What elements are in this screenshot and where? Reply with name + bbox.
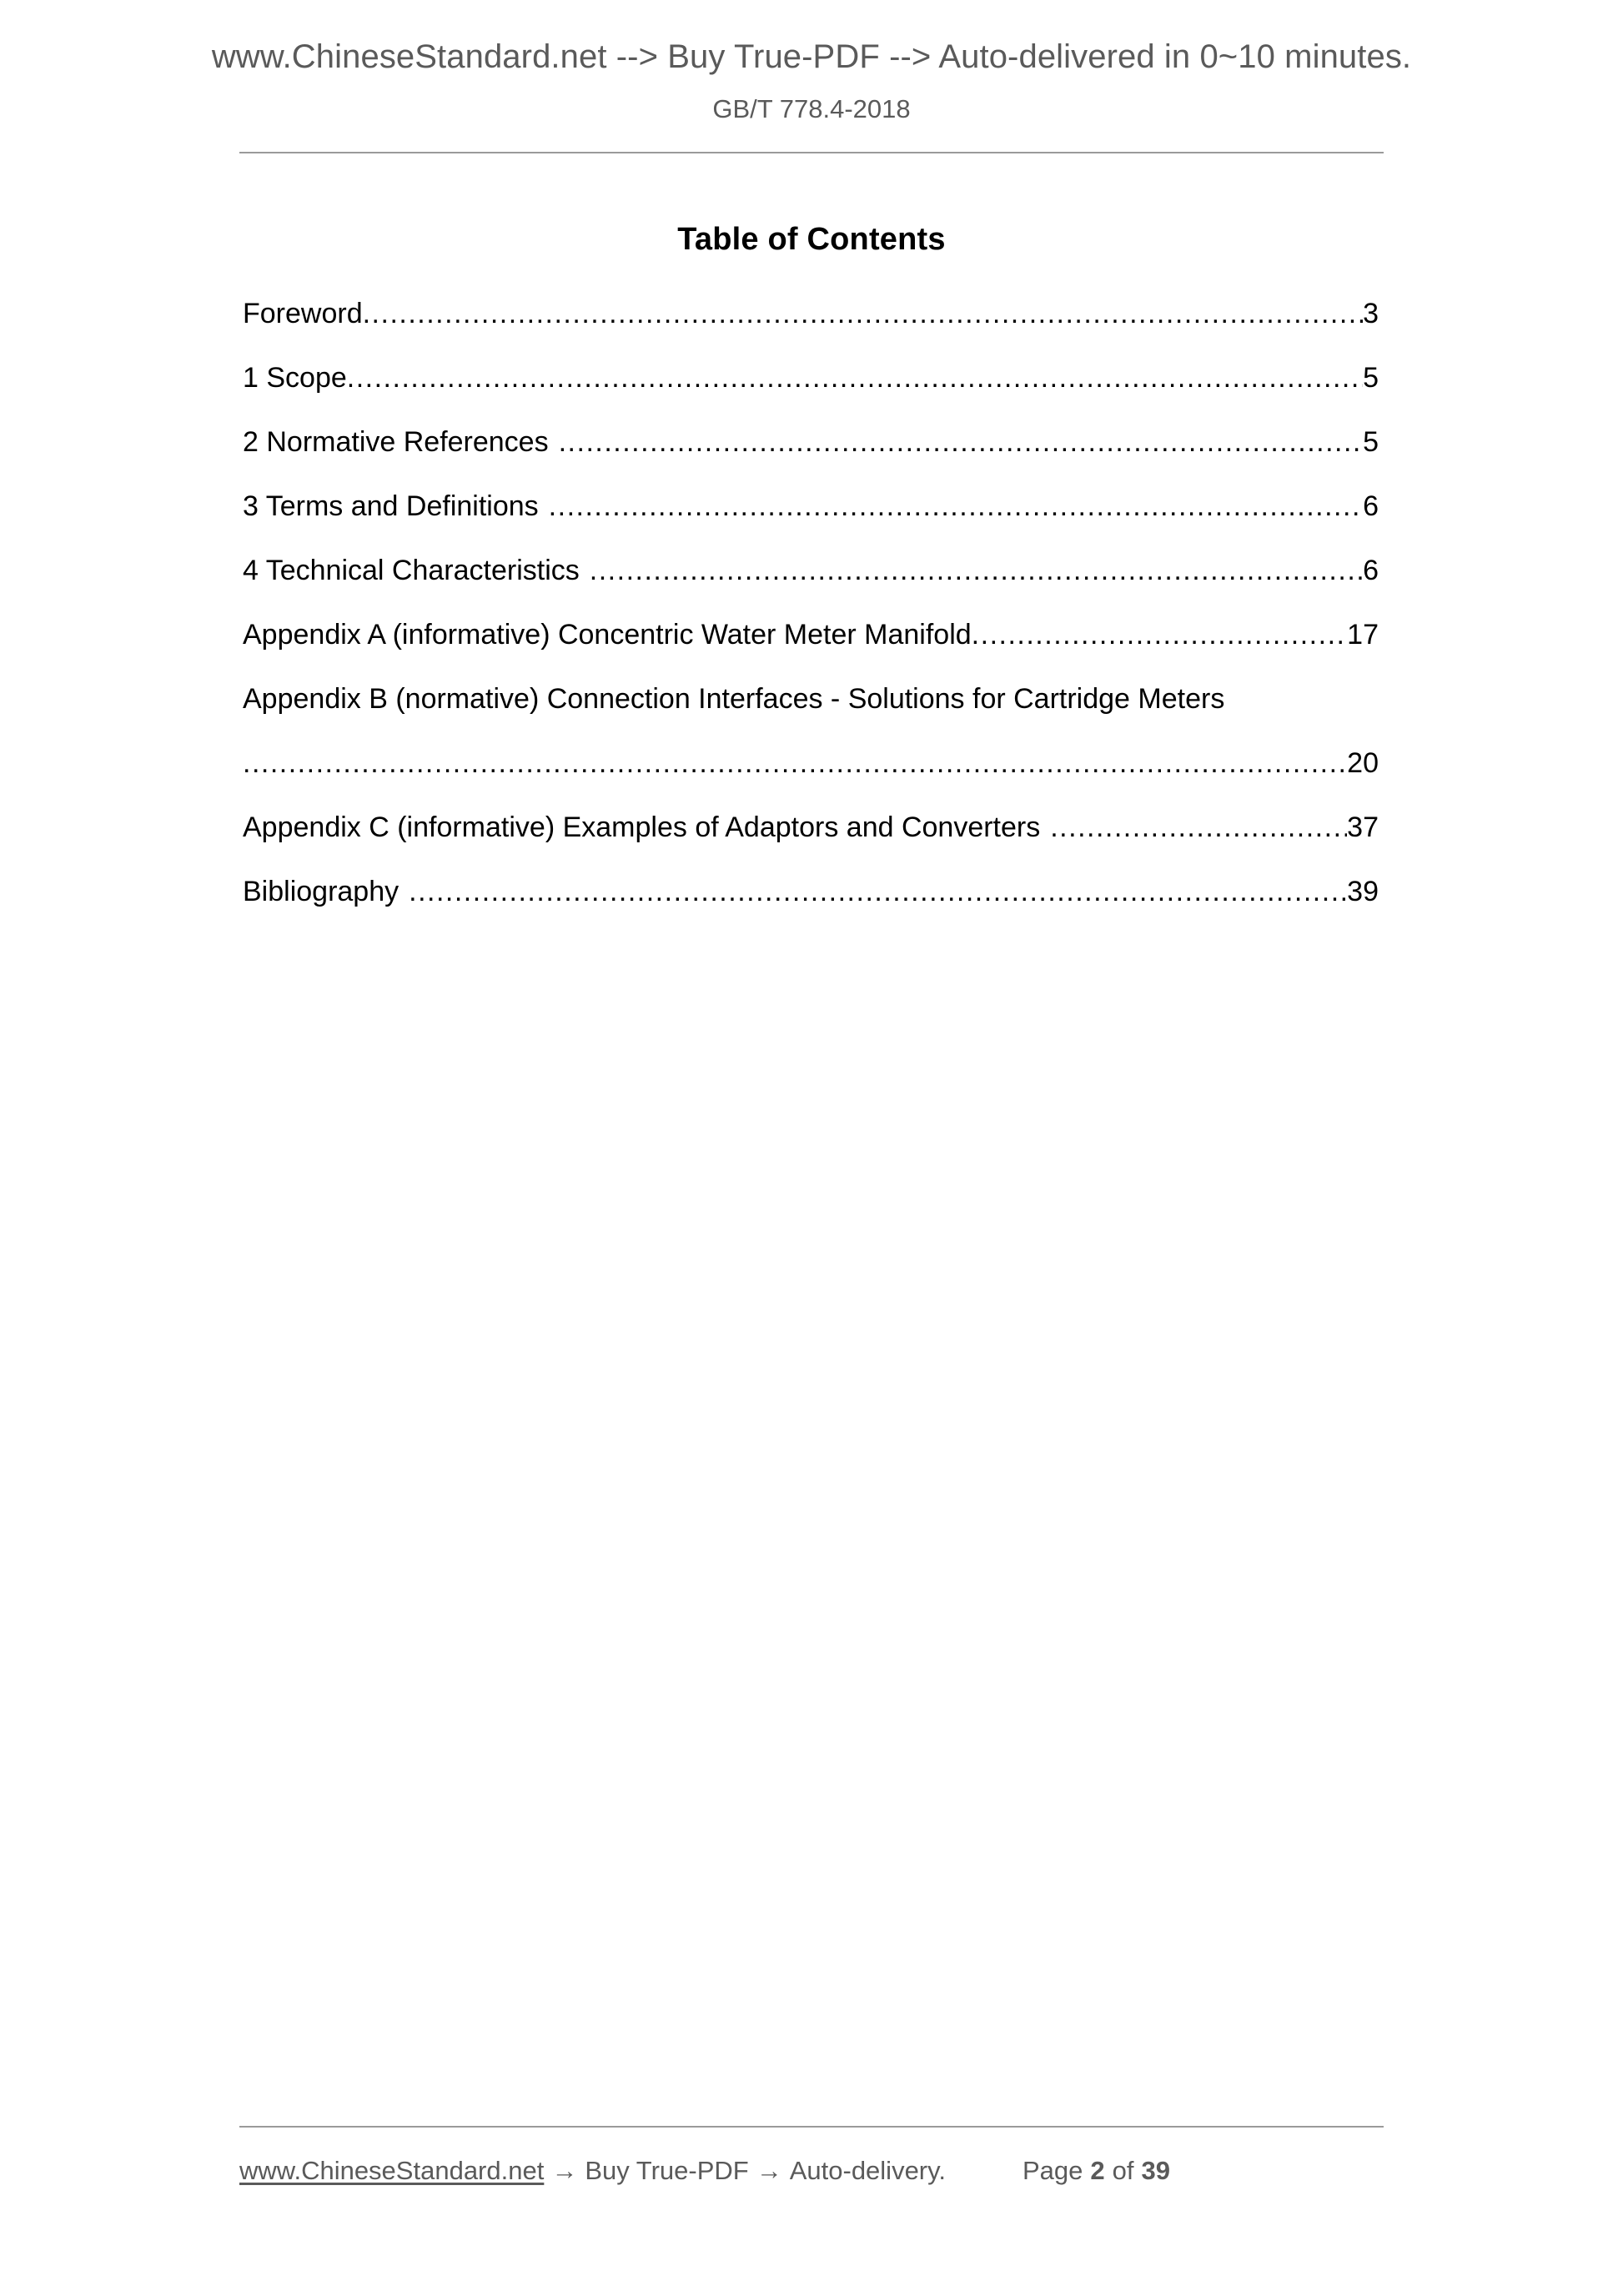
toc-entry[interactable]: [243, 426, 1379, 490]
footer-page-word: Page: [1022, 2156, 1083, 2185]
toc-dot-leader: [549, 490, 1363, 523]
toc-dot-leader: [559, 426, 1363, 459]
toc-entry-page: 39: [1347, 876, 1379, 907]
footer-divider: [239, 2126, 1384, 2128]
toc-entry-page: 20: [1347, 747, 1379, 779]
toc-entry-label: 4 Technical Characteristics: [243, 555, 580, 586]
toc-entry[interactable]: [243, 362, 1379, 426]
toc-entry-label: Bibliography: [243, 876, 399, 907]
table-of-contents-list: [243, 298, 1379, 940]
toc-dot-leader: [1050, 811, 1347, 844]
arrow-right-icon-2: →: [756, 2156, 782, 2185]
toc-entry[interactable]: [243, 619, 1379, 683]
toc-entry[interactable]: [243, 876, 1379, 940]
toc-entry[interactable]: [243, 490, 1379, 555]
toc-entry[interactable]: [243, 555, 1379, 619]
arrow-right-icon: →: [551, 2156, 578, 2185]
header-divider: [239, 152, 1384, 153]
toc-entry-label: 2 Normative References: [243, 426, 549, 458]
toc-dot-leader: [972, 619, 1348, 651]
toc-entry-page: 5: [1363, 426, 1379, 458]
toc-entry-page: 6: [1363, 555, 1379, 586]
footer-of-word: of: [1112, 2156, 1134, 2185]
toc-dot-leader: [590, 555, 1363, 587]
toc-dot-leader: [347, 362, 1363, 394]
toc-entry-label: Appendix A (informative) Concentric Water Meter Manifold: [243, 619, 972, 651]
toc-entry-label: 1 Scope: [243, 362, 347, 394]
footer-total-pages: 39: [1141, 2156, 1170, 2185]
toc-entry-label: 3 Terms and Definitions: [243, 490, 539, 522]
page-footer: [239, 2156, 1384, 2186]
footer-delivery-text: Auto-delivery.: [789, 2156, 946, 2185]
toc-dot-leader: [363, 298, 1363, 330]
toc-entry-label: Appendix B (normative) Connection Interfaces - Solutions for Cartridge Meters: [243, 683, 1225, 715]
footer-page-number: 2: [1090, 2156, 1105, 2185]
toc-entry-page: 37: [1347, 811, 1379, 843]
toc-entry[interactable]: [243, 298, 1379, 362]
toc-entry-label: Appendix C (informative) Examples of Adaptors and Converters: [243, 811, 1041, 843]
toc-entry[interactable]: [243, 683, 1379, 747]
toc-entry[interactable]: [243, 811, 1379, 876]
toc-entry-label: Foreword: [243, 298, 363, 329]
toc-dot-leader: [409, 876, 1347, 908]
toc-entry-page: 17: [1347, 619, 1379, 651]
toc-entry-page: 6: [1363, 490, 1379, 522]
toc-dot-leader: [243, 747, 1347, 780]
toc-entry-page: 3: [1363, 298, 1379, 329]
page-title: Table of Contents: [677, 222, 946, 257]
toc-entry-page: 5: [1363, 362, 1379, 394]
toc-entry-continuation[interactable]: [243, 747, 1379, 811]
footer-site-link[interactable]: www.ChineseStandard.net: [239, 2156, 545, 2185]
header-promo-text: www.ChineseStandard.net --> Buy True-PDF --> Auto-delivered in 0~10 minutes.: [211, 38, 1412, 75]
footer-buy-text: Buy True-PDF: [585, 2156, 749, 2185]
header-standard-number: GB/T 778.4-2018: [712, 94, 911, 123]
